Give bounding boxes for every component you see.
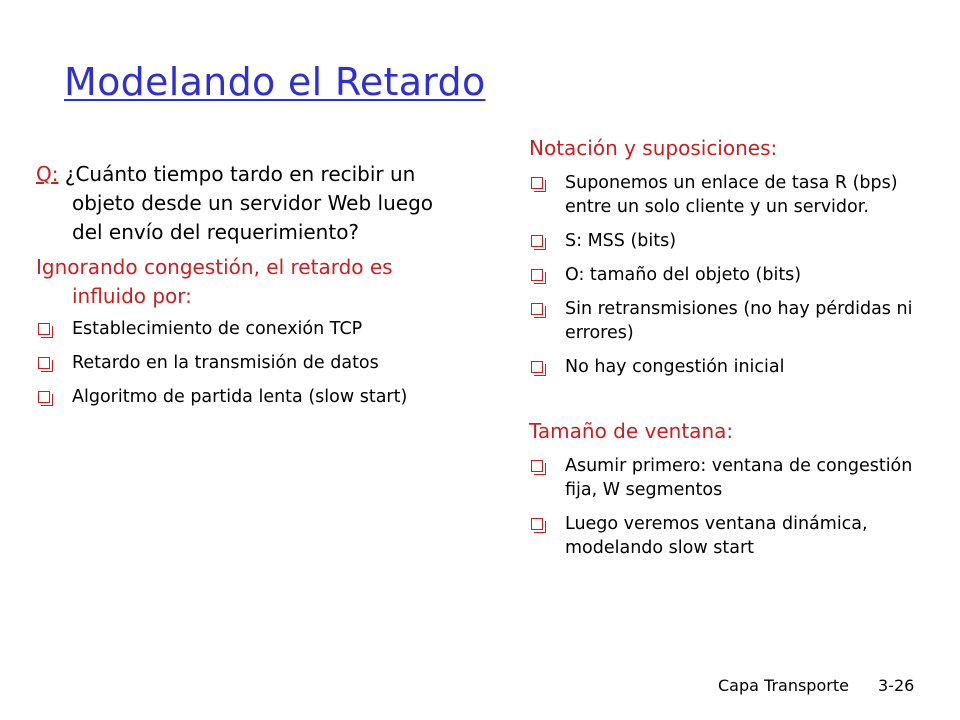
list-item	[529, 355, 929, 379]
list-item-text: Algoritmo de partida lenta (slow start)	[72, 387, 408, 407]
window-list	[529, 454, 929, 560]
square-bullet-icon	[531, 269, 543, 281]
square-bullet-icon	[531, 235, 543, 247]
slide-title: Modelando el Retardo	[64, 60, 486, 104]
list-item-text: O: tamaño del objeto (bits)	[565, 265, 802, 285]
square-bullet-icon	[531, 460, 543, 472]
square-bullet-icon	[531, 361, 543, 373]
square-bullet-icon	[531, 303, 543, 315]
list-item-text: Sin retransmisiones (no hay pérdidas ni errores)	[565, 299, 913, 343]
left-column	[36, 160, 466, 419]
list-item	[36, 317, 466, 341]
section-gap	[529, 389, 929, 417]
square-bullet-icon	[38, 391, 50, 403]
list-item-text: Retardo en la transmisión de datos	[72, 353, 379, 373]
square-bullet-icon	[38, 357, 50, 369]
square-bullet-icon	[38, 323, 50, 335]
influence-statement: Ignorando congestión, el retardo es influido por:	[36, 255, 393, 308]
list-item-text: Luego veremos ventana dinámica, modelando slow start	[565, 514, 868, 558]
list-item-text: Asumir primero: ventana de congestión fija, W segmentos	[565, 456, 913, 500]
question-label: Q:	[36, 162, 59, 186]
notation-heading: Notación y suposiciones:	[529, 136, 778, 160]
square-bullet-icon	[531, 518, 543, 530]
list-item	[529, 297, 929, 345]
list-item-text: Establecimiento de conexión TCP	[72, 319, 363, 339]
question-paragraph	[36, 160, 466, 247]
list-item	[529, 263, 929, 287]
notation-list	[529, 171, 929, 379]
influence-list	[36, 317, 466, 409]
list-item	[36, 351, 466, 375]
square-bullet-icon	[531, 177, 543, 189]
window-heading: Tamaño de ventana:	[529, 419, 734, 443]
question-text: ¿Cuánto tiempo tardo en recibir un objeto desde un servidor Web luego del envío del requerimiento?	[64, 162, 433, 244]
list-item-text: No hay congestión inicial	[565, 357, 785, 377]
list-item	[36, 385, 466, 409]
footer-label: Capa Transporte	[718, 676, 849, 695]
list-item	[529, 454, 929, 502]
list-item	[529, 229, 929, 253]
list-item-text: Suponemos un enlace de tasa R (bps) entre un solo cliente y un servidor.	[565, 173, 898, 217]
page-number: 3-26	[878, 676, 915, 695]
list-item	[529, 171, 929, 219]
right-column	[529, 134, 929, 570]
list-item	[529, 512, 929, 560]
list-item-text: S: MSS (bits)	[565, 231, 677, 251]
